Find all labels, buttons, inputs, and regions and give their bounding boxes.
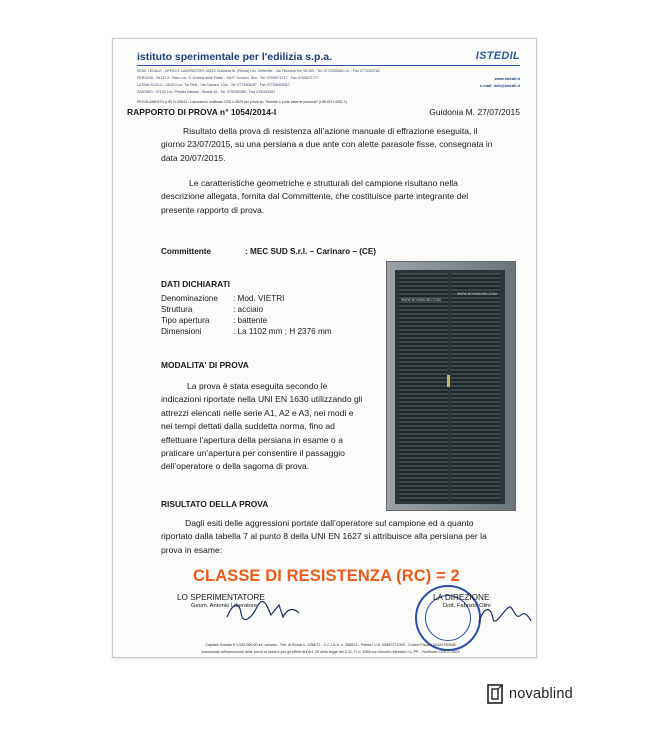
- footer-line: Capitale Sociale € 1.040.000,00 int. versato - Trib. di Roma n. 1258/72 - C.C.I.A.A. n. 358513 - Partita I.V.A. 00987271005 - Codice Fiscale 00422780585: [205, 643, 456, 647]
- sig-left-name: Geom. Antonio Liberatore: [191, 603, 258, 609]
- photo-watermark: WWW.NOVABLIND.COM: [457, 292, 497, 296]
- modalita-heading: MODALITA' DI PROVA: [161, 360, 249, 370]
- sig-right-role: LA DIREZIONE: [433, 593, 490, 602]
- footer-line: Autorizzato all'esecuzione delle prove ai sensi e per gli effetti dell'Art. 20 della legge del 5-11-71 n. 1086 con Decreto Ministero LL.PP. - Notificato CEE n. 0529: [201, 650, 460, 654]
- test-report-document: istituto sperimentale per l'edilizia s.p.a. ISTEDIL SEDE LEGALE - UFFICI E LABORATORI: 00012 Guidonia M. (Roma) Loc. Setteville - Via Tiburtina Km 18,300 - Tel. 0774353580 r.a. - Fax 0774393762 PERUGIA - 06132 S. Sisto Loc. S. Andrea delle Fratte - Via P. Soriano, Snc - Tel. 075/5071717 - Fax 075/5271777 LATINA SCALO - 04013 Loc. Tor Pinti - Via Carrara, 10/a - Tel. 0773/6363F - Fax 0773/6405017 SASSARI - 07100 Loc. Predda Niedda - Strada 16 - Tel. 079/260280 - Fax 079/261583 www.istedil.it e-mail: info@istedil.it REGOLAMENTO (UE) N.305/11 - Laboratorio notificato CEE n.0529 per prove su: "finestre e porte esterne pedonali" (UNI EN 14351-1) RAPPORTO DI PROVA n° 1054/2014-I Guidonia M. 27/07/2015 Risultato della prova di resistenza all’azione manuale di effrazione eseguita, il giorno 23/07/2015, su una persiana a due ante con alette parasole fisse, consegnata in data 20/07/2015. Le caratteristiche geometriche e strutturali del campione risultano nella descrizione allegata, fornita dal Committente, che costituisce parte integrante del presente rapporto di prova. Committente : MEC SUD S.r.l. – Carinaro – (CE) DATI DICHIARATI Denominazione : Mod. VIETRI Struttura : acciaio Tipo apertura : battente Dimensioni : La 1102 mm ; H 2376 mm MODALITA' DI PROVA La prova è stata eseguita secondo le indicazioni riportate nella UNI EN 1630 utilizzando gli attrezzi elencati nelle serie A1, A2 e A3, nei modi e nei tempi dettati dalla suddetta norma, fino ad effettuare l’apertura della persiana in esame o a praticare un’apertura per consentire il passaggio dell’operatore o della sagoma di prova. WWW.NOVABLIND.COM WWW.NOVABLIND.COM RISULTATO DELLA PROVA Dagli esiti delle aggressioni portate dall’operatore sul campione ed a quanto riportato dalla tabella 7 al punto 8 della UNI EN 1627 si attribuisce alla persiana per la prova in esame: CLASSE DI RESISTENZA (RC) = 2 LO SPERIMENTATORE Geom. Antonio Liberatore LA DIREZIONE Dott. Fabrizio Olini Capitale Sociale € 1.040.000,00 int. versato - Trib. di Roma n. 1258/72 - C.C.I.A.A. n. 358513 - Partita I.V.A. 00987271005 - Codice Fiscale 00422780585 Autorizzato all'esecuzione delle prove ai sensi e per gli effetti dell'Art. 20 della legge del 5-11-71 n. 1086 con Decreto Ministero LL.PP. - Notificato CEE n. 0529: [112, 38, 537, 658]
- sig-left-role: LO SPERIMENTATORE: [177, 593, 265, 602]
- address-line: PERUGIA - 06132 S. Sisto Loc. S. Andrea delle Fratte - Via P. Soriano, Snc - Tel. 075/5071717 - Fax 075/5271777: [137, 76, 319, 80]
- shutter-photo: [386, 261, 516, 511]
- shutter-leaf-left: [399, 273, 448, 501]
- istedil-logo: ISTEDIL: [475, 50, 520, 62]
- committente-label: Committente: [161, 247, 212, 256]
- report-date: Guidonia M. 27/07/2015: [429, 107, 520, 117]
- photo-watermark: WWW.NOVABLIND.COM: [401, 298, 441, 302]
- address-line: SASSARI - 07100 Loc. Predda Niedda - Strada 16 - Tel. 079/260280 - Fax 079/261583: [137, 90, 276, 94]
- signature-right: [473, 601, 533, 629]
- signature-left: [223, 599, 303, 621]
- institute-name: istituto sperimentale per l'edilizia s.p.a.: [137, 51, 333, 63]
- shutter-handle: [447, 375, 450, 387]
- resistance-class: CLASSE DI RESISTENZA (RC) = 2: [193, 567, 460, 585]
- description-paragraph: Le caratteristiche geometriche e strutturali del campione risultano nella descrizione allegata, fornita dal Committente, che costituisce parte integrante del presente rapporto di prova.: [161, 178, 469, 215]
- regulation-line: REGOLAMENTO (UE) N.305/11 - Laboratorio notificato CEE n.0529 per prove su: "finestre e porte esterne pedonali" (UNI EN 14351-1): [137, 100, 347, 104]
- report-title: RAPPORTO DI PROVA n° 1054/2014-I: [127, 107, 277, 117]
- address-line: LATINA SCALO - 04013 Loc. Tor Pinti - Via Carrara, 10/a - Tel. 0773/6363F - Fax 0773/6405017: [137, 83, 290, 87]
- header-divider: [137, 65, 520, 66]
- shutter-leaf-right: [451, 273, 500, 501]
- sig-right-name: Dott. Fabrizio Olini: [443, 603, 491, 609]
- dati-dichiarati-heading: DATI DICHIARATI: [161, 279, 231, 289]
- address-line: SEDE LEGALE - UFFICI E LABORATORI: 00012 Guidonia M. (Roma) Loc. Setteville - Via Tiburtina Km 18,300 - Tel. 0774353580 r.a. - Fax 0774393762: [137, 69, 380, 73]
- novablind-logo-icon: [487, 684, 503, 704]
- website: www.istedil.it: [494, 76, 520, 81]
- intro-paragraph: Risultato della prova di resistenza all’azione manuale di effrazione eseguita, il giorno 23/07/2015, su una persiana a due ante con alette parasole fisse, consegnata in data 20/07/2015.: [161, 126, 493, 163]
- novablind-brand: [487, 684, 573, 704]
- modalita-paragraph: La prova è stata eseguita secondo le indicazioni riportate nella UNI EN 1630 utilizzando gli attrezzi elencati nelle serie A1, A2 e A3, nei modi e nei tempi dettati dalla suddetta norma, fino ad effettuare l’apertura della persiana in esame o a praticare un’apertura per consentire il passaggio dell’operatore o della sagoma di prova.: [161, 381, 363, 472]
- risultato-heading: RISULTATO DELLA PROVA: [161, 499, 269, 509]
- email: e-mail: info@istedil.it: [479, 83, 520, 88]
- risultato-paragraph: Dagli esiti delle aggressioni portate dall’operatore sul campione ed a quanto riportato dalla tabella 7 al punto 8 della UNI EN 1627 si attribuisce alla persiana per la prova in esame:: [161, 518, 487, 555]
- shutter-frame: [395, 270, 505, 504]
- committente-row: [161, 247, 377, 256]
- brand-name: novablind: [509, 686, 573, 702]
- committente-value: : MEC SUD S.r.l. – Carinaro – (CE): [245, 247, 377, 256]
